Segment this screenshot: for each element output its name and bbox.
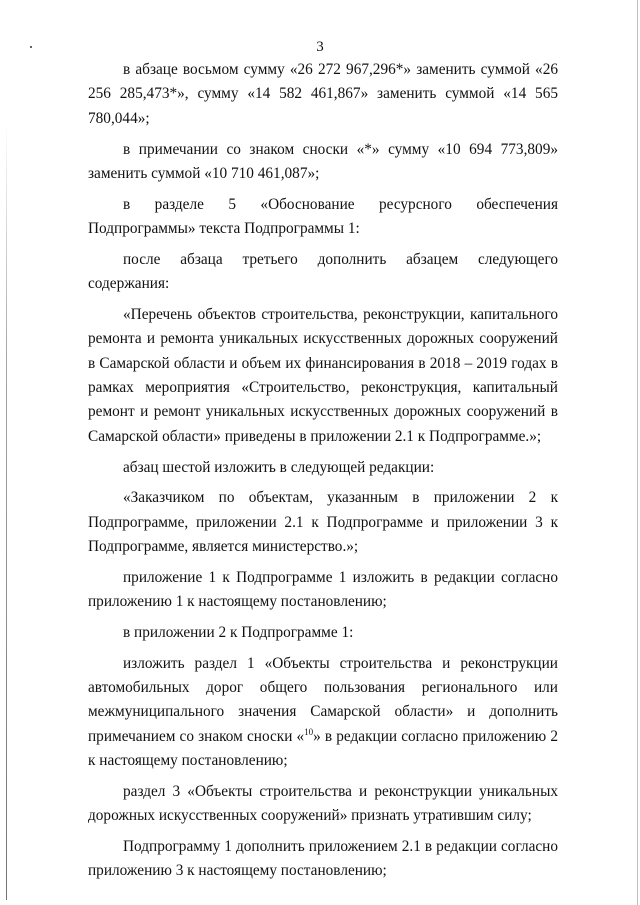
paragraph: в абзаце восьмом сумму «26 272 967,296*» заменить суммой «26 256 285,473*», сумму «14 582 461,867» заменить суммой «14 565 780,044»; (88, 61, 558, 127)
paragraph: после абзаца третьего дополнить абзацем следующего содержания: (88, 250, 558, 293)
scan-edge-left (6, 120, 7, 900)
document-body (88, 58, 558, 884)
paragraph-text: изложить раздел 1 «Объекты строительства и реконструкции автомобильных дорог общего пользования регионального или межмуниципального значения Самарской области» и дополнить примечанием со знаком сноски « (88, 654, 558, 745)
scan-edge-right (637, 0, 638, 905)
paragraph: в приложении 2 к Подпрограмме 1: (123, 623, 354, 641)
paragraph: приложение 1 к Подпрограмме 1 изложить в редакции согласно приложению 1 к настоящему постановлению; (88, 568, 558, 611)
footnote-marker: 10 (304, 726, 314, 737)
paragraph-text: » в редакции согласно приложению 2 к настоящему постановлению; (88, 727, 558, 770)
paragraph: в примечании со знаком сноски «*» сумму «10 694 773,809» заменить суммой «10 710 461,087»; (88, 140, 558, 182)
paragraph: Подпрограмму 1 дополнить приложением 2.1 в редакции согласно приложению 3 к настоящему постановлению; (88, 838, 558, 880)
paragraph: абзац шестой изложить в следующей редакции: (123, 458, 435, 476)
page-number: 3 (316, 39, 324, 55)
paragraph: в разделе 5 «Обоснование ресурсного обеспечения Подпрограммы» текста Подпрограммы 1: (88, 195, 558, 238)
paragraph-with-footnote (88, 652, 558, 774)
paragraph: раздел 3 «Объекты строительства и реконструкции уникальных дорожных искусственных сооружений» признать утратившим силу; (88, 782, 558, 825)
paragraph: «Перечень объектов строительства, реконструкции, капитального ремонта и ремонта уникальных искусственных дорожных сооружений в Самарской области и объем их финансирования в 2018 – 2019 годах в рамках мероприятия «Строительство, реконструкция, капитальный ремонт и ремонт уникальных искусственных дорожных сооружений в Самарской области» приведены в приложении 2.1 к Подпрограмме.»; (88, 305, 558, 445)
paragraph: «Заказчиком по объектам, указанным в приложении 2 к Подпрограмме, приложении 2.1 к Подпрограмме и приложении 3 к Подпрограмме, является министерство.»; (88, 489, 558, 556)
